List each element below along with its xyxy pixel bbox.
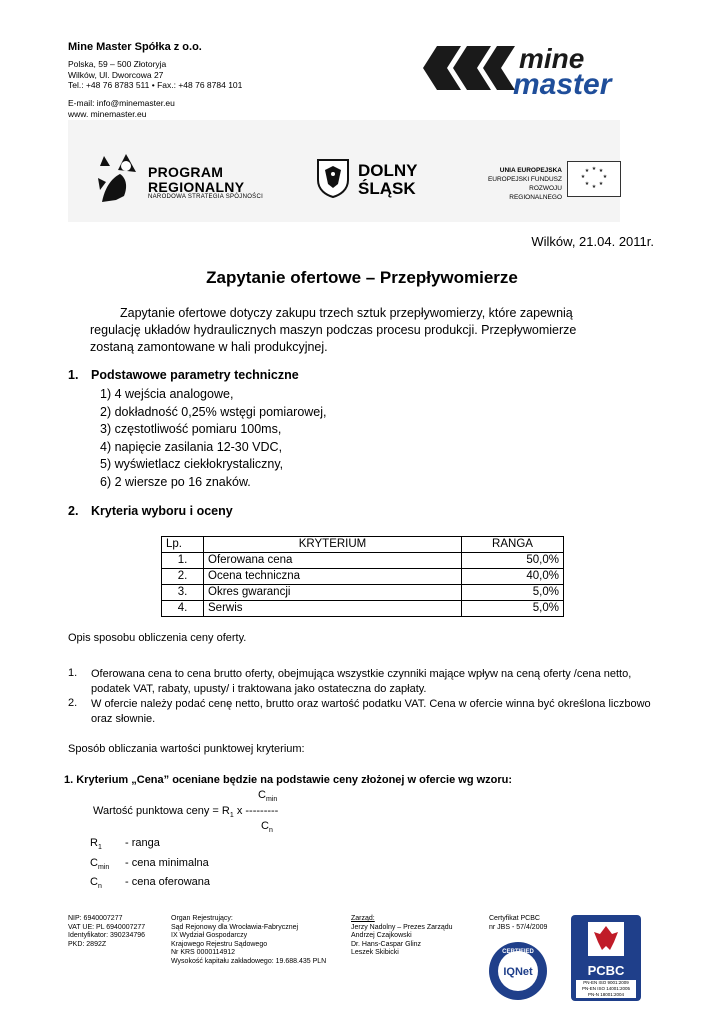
list-item: 5) wyświetlacz ciekłokrystaliczny, bbox=[100, 457, 284, 471]
header-lp: Lp. bbox=[162, 537, 204, 553]
footer-line: NIP: 6940007277 bbox=[68, 915, 123, 922]
footer-line: Organ Rejestrujący: bbox=[171, 915, 233, 922]
criterion-1-heading: 1. Kryterium „Cena” oceniane będzie na podstawie ceny złożonej w ofercie wg wzoru: bbox=[64, 774, 513, 786]
svg-text:★: ★ bbox=[584, 181, 590, 187]
footer-line: Identyfikator: 390234796 bbox=[68, 932, 146, 939]
formula-mid: x --------- bbox=[233, 805, 279, 817]
iqnet-text: IQNet bbox=[503, 966, 533, 978]
table-row bbox=[162, 585, 564, 601]
logo-word-master: master bbox=[513, 68, 612, 96]
cell-kryterium: Serwis bbox=[204, 601, 462, 617]
email-line: E-mail: info@minemaster.eu bbox=[68, 98, 175, 108]
header-ranga: RANGA bbox=[462, 537, 564, 553]
calc-point-line: Oferowana cena to cena brutto oferty, obejmująca wszystkie czynniki mające wpływ na ceną oferty /cena netto, bbox=[91, 668, 632, 680]
criteria-table bbox=[161, 536, 564, 617]
company-contact bbox=[68, 98, 175, 120]
calc-point-number: 1. bbox=[68, 667, 78, 679]
pcbc-norm-line: PN-EN ISO 9001:2009 bbox=[583, 980, 629, 985]
program-line-2: REGIONALNY bbox=[148, 179, 245, 195]
list-item: 2) dokładność 0,25% wstęgi pomiarowej, bbox=[100, 404, 327, 419]
legend-item bbox=[90, 856, 210, 876]
formula-symbol: C bbox=[261, 820, 269, 832]
calc-intro: Opis sposobu obliczenia ceny oferty. bbox=[68, 632, 247, 644]
formula-left: Wartość punktowa ceny = R bbox=[93, 805, 230, 817]
legend-item bbox=[90, 875, 210, 895]
table-header-row bbox=[162, 537, 564, 553]
cell-lp: 1. bbox=[162, 553, 204, 569]
svg-text:★: ★ bbox=[598, 168, 604, 174]
footer-line: Andrzej Czajkowski bbox=[351, 932, 412, 939]
legend-subscript: n bbox=[97, 883, 102, 891]
calc-point bbox=[91, 667, 691, 697]
address-line: Wilków, Ul. Dworcowa 27 bbox=[68, 69, 164, 80]
formula-subscript: n bbox=[268, 827, 273, 835]
legend-subscript: min bbox=[97, 863, 110, 871]
cell-kryterium: Ocena techniczna bbox=[204, 569, 462, 585]
cell-kryterium: Okres gwarancji bbox=[204, 585, 462, 601]
polish-eagle-icon bbox=[584, 920, 628, 960]
footer-management bbox=[351, 915, 453, 958]
ue-line-2: EUROPEJSKI FUNDUSZ bbox=[487, 176, 562, 183]
pcbc-norm-line: PN-EN ISO 14001:2005 bbox=[581, 986, 631, 991]
company-address bbox=[68, 59, 242, 91]
ue-line-3: ROZWOJU REGIONALNEGO bbox=[509, 185, 562, 201]
iqnet-certified-icon bbox=[487, 940, 549, 1002]
cell-ranga: 5,0% bbox=[462, 585, 564, 601]
legend-symbol: R bbox=[90, 837, 98, 849]
cell-lp: 4. bbox=[162, 601, 204, 617]
eu-fund-label bbox=[476, 166, 562, 202]
calc-point-line: oraz słownie. bbox=[91, 713, 156, 725]
program-line-1: PROGRAM bbox=[148, 164, 224, 180]
mine-master-logo bbox=[423, 40, 658, 96]
intro-paragraph bbox=[90, 305, 655, 356]
dolny-slask-coat-of-arms-icon bbox=[316, 158, 350, 198]
cell-lp: 3. bbox=[162, 585, 204, 601]
scoring-intro: Sposób obliczania wartości punktowej kryterium: bbox=[68, 743, 305, 755]
footer-line: VAT UE: PL 6940007277 bbox=[68, 923, 146, 931]
legend-symbol: C bbox=[90, 856, 98, 869]
footer-line: IX Wydział Gospodarczy bbox=[171, 932, 248, 939]
footer-line: Certyfikat PCBC bbox=[489, 915, 540, 922]
pcbc-title: PCBC bbox=[587, 963, 625, 978]
section-1-number: 1. bbox=[68, 368, 79, 382]
section-2-number: 2. bbox=[68, 504, 79, 518]
pcbc-norm-line: PN-N 18001:2004 bbox=[587, 992, 625, 997]
footer-line: PKD: 2892Z bbox=[68, 940, 107, 948]
intro-line: Zapytanie ofertowe dotyczy zakupu trzech sztuk przepływomierzy, które zapewnią bbox=[120, 306, 573, 320]
cert-ring-text: CERTIFIED bbox=[502, 949, 534, 955]
svg-text:★: ★ bbox=[580, 174, 586, 180]
formula-line bbox=[93, 805, 278, 819]
footer-line: Nr KRS 0000114912 bbox=[171, 949, 236, 956]
document-title: Zapytanie ofertowe – Przepływomierze bbox=[206, 268, 518, 287]
svg-text:★: ★ bbox=[584, 168, 590, 174]
address-line: Polska, 59 – 500 Złotoryja bbox=[68, 59, 167, 69]
footer-line: Dr. Hans-Caspar Glinz bbox=[351, 940, 422, 948]
footer-line: Leszek Skibicki bbox=[351, 949, 399, 956]
cell-lp: 2. bbox=[162, 569, 204, 585]
website-line: www. minemaster.eu bbox=[68, 109, 147, 119]
svg-text:★: ★ bbox=[598, 181, 604, 187]
formula-subscript: min bbox=[265, 796, 278, 804]
legend-desc: - cena oferowana bbox=[125, 876, 210, 889]
program-regionalny-icon bbox=[96, 152, 142, 204]
cell-ranga: 5,0% bbox=[462, 601, 564, 617]
cell-ranga: 50,0% bbox=[462, 553, 564, 569]
legend-desc: - ranga bbox=[125, 837, 160, 849]
calc-point-number: 2. bbox=[68, 697, 78, 709]
technical-parameters-list bbox=[100, 386, 327, 491]
table-row bbox=[162, 601, 564, 617]
program-regionalny-title bbox=[148, 165, 244, 195]
footer-line: Wysokość kapitału zakładowego: 19.688.435 PLN bbox=[171, 957, 327, 965]
legend-desc: - cena minimalna bbox=[125, 856, 209, 869]
list-item: 1) 4 wejścia analogowe, bbox=[100, 387, 234, 401]
footer-title: Zarząd: bbox=[351, 915, 375, 922]
calc-point-line: W ofercie należy podać cenę netto, brutto oraz wartość podatku VAT. Cena w ofercie winna być określona liczbowo bbox=[91, 698, 651, 710]
pcbc-norms bbox=[576, 980, 636, 998]
section-1-heading: Podstawowe parametry techniczne bbox=[91, 368, 299, 382]
cell-kryterium: Oferowana cena bbox=[204, 553, 462, 569]
ds-line-2: ŚLĄSK bbox=[358, 179, 416, 198]
list-item: 3) częstotliwość pomiaru 100ms, bbox=[100, 422, 282, 436]
formula-subscript: 1 bbox=[229, 812, 234, 820]
calc-point-line: podatek VAT, rabaty, upusty/ i traktowana jako ostateczna do zapłaty. bbox=[91, 683, 427, 695]
formula-legend bbox=[90, 836, 210, 895]
dolny-slask-title bbox=[358, 162, 418, 198]
legend-subscript: 1 bbox=[97, 844, 102, 852]
program-subtitle: NARODOWA STRATEGIA SPÓJNOŚCI bbox=[148, 194, 264, 200]
legend-item bbox=[90, 836, 210, 856]
eu-flag-icon bbox=[567, 161, 621, 197]
footer-line: Jerzy Nadolny – Prezes Zarządu bbox=[351, 923, 453, 931]
document-date: Wilków, 21.04. 2011r. bbox=[531, 234, 654, 249]
formula-numerator bbox=[258, 789, 277, 803]
table-row bbox=[162, 553, 564, 569]
header-kryterium: KRYTERIUM bbox=[204, 537, 462, 553]
svg-text:★: ★ bbox=[591, 184, 597, 190]
address-line: Tel.: +48 76 8783 511 • Fax.: +48 76 8784 101 bbox=[68, 80, 243, 90]
formula-symbol: C bbox=[258, 789, 266, 801]
logo-word-mine: mine bbox=[519, 43, 585, 74]
mine-master-logo-mark bbox=[423, 46, 515, 90]
legend-symbol: C bbox=[90, 876, 98, 889]
footer-registration bbox=[171, 915, 326, 966]
footer-company-ids bbox=[68, 915, 145, 949]
table-row bbox=[162, 569, 564, 585]
footer-line: nr JBS - 57/4/2009 bbox=[489, 923, 548, 931]
footer-certificate bbox=[489, 915, 547, 932]
intro-line: zostaną zamontowane w hali produkcyjnej. bbox=[90, 340, 328, 354]
footer-line: Krajowego Rejestru Sądowego bbox=[171, 940, 268, 948]
calc-point bbox=[91, 697, 691, 727]
cell-ranga: 40,0% bbox=[462, 569, 564, 585]
intro-line: regulację układów hydraulicznych maszyn podczas procesu produkcji. Przepływomierze bbox=[90, 323, 577, 337]
ds-line-1: DOLNY bbox=[358, 161, 418, 180]
svg-text:★: ★ bbox=[602, 174, 608, 180]
svg-text:★: ★ bbox=[591, 166, 597, 172]
footer-line: Sąd Rejonowy dla Wrocławia-Fabrycznej bbox=[171, 923, 299, 931]
company-name: Mine Master Spółka z o.o. bbox=[68, 41, 202, 53]
section-2-heading: Kryteria wyboru i oceny bbox=[91, 504, 233, 518]
formula-denominator bbox=[261, 820, 273, 834]
list-item: 4) napięcie zasilania 12-30 VDC, bbox=[100, 439, 283, 454]
ue-line-1: UNIA EUROPEJSKA bbox=[499, 167, 562, 174]
list-item: 6) 2 wiersze po 16 znaków. bbox=[100, 474, 251, 489]
